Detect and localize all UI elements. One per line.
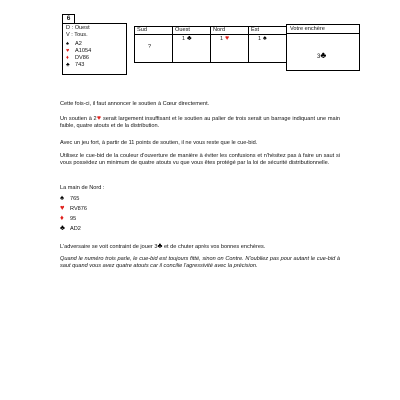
dealer-label: D : Ouest bbox=[66, 25, 90, 31]
bid-est-level: 1 bbox=[258, 36, 262, 42]
answer-level: 3 bbox=[317, 54, 321, 60]
diamond-icon: ♦ bbox=[66, 55, 69, 61]
bid-nord bbox=[211, 35, 249, 63]
spade-icon: ♠ bbox=[66, 41, 69, 47]
spade-cards: A2 bbox=[75, 41, 82, 47]
paragraph-2-start: Un soutien à 2 bbox=[60, 116, 97, 122]
header-est: Est bbox=[249, 27, 287, 35]
answer-header: Votre enchère bbox=[287, 25, 359, 34]
club-icon: ♣ bbox=[66, 62, 70, 68]
bid-sud-value: ? bbox=[148, 44, 152, 50]
heart-icon: ♥ bbox=[66, 48, 70, 54]
hand-hearts bbox=[66, 48, 91, 55]
paragraph-6: Quand le numéro trois parle, le cue-bid est toujours fitté, sinon on Contre. N'oubliez pas pour autant le cue-bid à saut quand vous avez quatre atouts car il concilie l'agressivité avec la précision. bbox=[60, 256, 340, 270]
deal-number: 6 bbox=[62, 14, 75, 23]
hand-spades bbox=[66, 41, 82, 48]
header-sud: Sud bbox=[135, 27, 173, 35]
paragraph-2 bbox=[60, 115, 340, 130]
deal-box bbox=[62, 23, 127, 75]
north-spades-cards: 765 bbox=[70, 196, 80, 202]
diamond-icon: ♦ bbox=[60, 213, 64, 222]
north-hand-title: La main de Nord : bbox=[60, 185, 105, 191]
hand-diamonds bbox=[66, 55, 89, 62]
paragraph-5-start: L'adversaire se voit contraint de jouer 3 bbox=[60, 244, 158, 250]
spade-icon: ♠ bbox=[263, 35, 267, 42]
vulnerability-label: V : Tous. bbox=[66, 32, 88, 38]
heart-icon: ♥ bbox=[96, 115, 102, 122]
answer-box bbox=[286, 24, 360, 71]
north-clubs bbox=[60, 224, 87, 234]
header-nord: Nord bbox=[211, 27, 249, 35]
header-ouest: Ouest bbox=[173, 27, 211, 35]
north-hearts-cards: RV876 bbox=[70, 206, 88, 212]
club-icon: ♣ bbox=[60, 223, 65, 232]
paragraph-3: Avec un jeu fort, à partir de 11 points de soutien, il ne vous reste que le cue-bid. bbox=[60, 140, 258, 146]
paragraph-5 bbox=[60, 242, 340, 251]
bid-ouest bbox=[173, 35, 211, 63]
paragraph-2-end: serait largement insuffisant et le soutien au palier de trois serait un barrage indiquant une main faible, quatre atouts et de la distribution. bbox=[60, 116, 340, 130]
north-hearts bbox=[60, 204, 87, 214]
paragraph-1: Cette fois-ci, il faut annoncer le soutien à Cœur directement. bbox=[60, 101, 210, 107]
bid-nord-level: 1 bbox=[220, 36, 224, 42]
heart-cards: A1054 bbox=[75, 48, 92, 54]
diamond-cards: DV86 bbox=[75, 55, 89, 61]
north-diamonds-cards: 95 bbox=[70, 216, 77, 222]
bidding-table bbox=[134, 26, 287, 63]
club-icon: ♣ bbox=[157, 241, 163, 250]
paragraph-5-end: et de chuter après vos bonnes enchères. bbox=[162, 244, 266, 250]
bid-est bbox=[249, 35, 287, 63]
hand-clubs bbox=[66, 62, 84, 69]
heart-icon: ♥ bbox=[225, 35, 230, 42]
north-clubs-cards: AD2 bbox=[70, 226, 81, 232]
club-icon: ♣ bbox=[187, 35, 192, 42]
north-spades bbox=[60, 194, 87, 204]
answer-bid bbox=[317, 50, 326, 60]
club-icon: ♣ bbox=[320, 50, 327, 60]
heart-icon: ♥ bbox=[60, 203, 65, 212]
bid-sud bbox=[135, 35, 173, 63]
club-cards: 743 bbox=[75, 62, 85, 68]
spade-icon: ♠ bbox=[60, 193, 64, 202]
north-hand bbox=[60, 194, 87, 234]
bid-ouest-level: 1 bbox=[182, 36, 186, 42]
paragraph-4: Utilisez le cue-bid de la couleur d'ouverture de manière à éviter les confusions et n'hésitez pas à faire un saut si vous possédez un minimum de quatre atouts vu que vous êtes protégé par la loi de sécurité distributionnelle. bbox=[60, 153, 340, 167]
